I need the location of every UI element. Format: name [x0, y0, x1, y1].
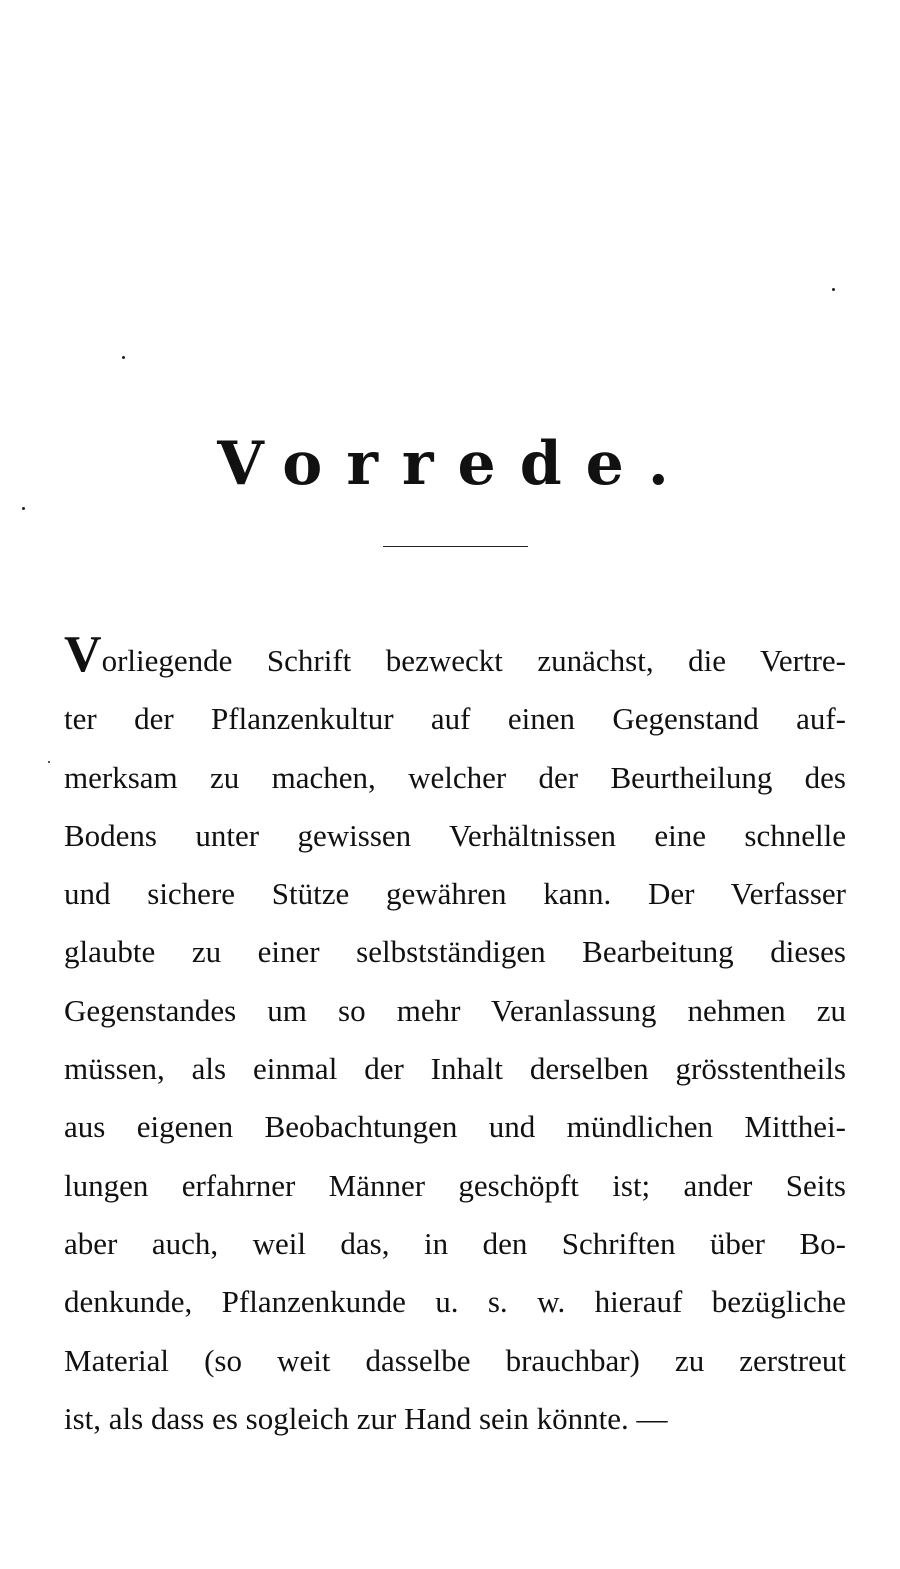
scan-speck — [22, 507, 25, 510]
paragraph-line — [64, 626, 846, 690]
preface-paragraph — [64, 626, 846, 1448]
paragraph-line: aus eigenen Beobachtungen und mündlichen Mitthei- — [64, 1109, 846, 1145]
paragraph-line: Gegenstandes um so mehr Veranlassung nehmen zu — [64, 992, 846, 1028]
scan-speck — [832, 288, 835, 291]
paragraph-line: ter der Pflanzenkultur auf einen Gegenstand auf- — [64, 701, 846, 737]
title-divider — [383, 546, 528, 547]
paragraph-line: müssen, als einmal der Inhalt derselben grösstentheils — [64, 1051, 846, 1087]
paragraph-line: aber auch, weil das, in den Schriften über Bo- — [64, 1225, 846, 1261]
paragraph-line: merksam zu machen, welcher der Beurtheilung des — [64, 759, 846, 795]
paragraph-line: Bodens unter gewissen Verhältnissen eine schnelle — [64, 817, 846, 853]
scan-speck — [48, 761, 50, 763]
paragraph-line: denkunde, Pflanzenkunde u. s. w. hierauf bezügliche — [64, 1284, 846, 1320]
scan-speck — [122, 356, 125, 359]
paragraph-line: Material (so weit dasselbe brauchbar) zu zerstreut — [64, 1342, 846, 1378]
paragraph-line-last: ist, als dass es sogleich zur Hand sein könnte. — — [64, 1400, 668, 1436]
first-line-text: orliegende Schrift bezweckt zunächst, die Vertre- — [101, 643, 846, 678]
paragraph-line: lungen erfahrner Männer geschöpft ist; ander Seits — [64, 1167, 846, 1203]
page-title: Vorrede. — [217, 429, 693, 499]
paragraph-line: glaubte zu einer selbstständigen Bearbeitung dieses — [64, 934, 846, 970]
paragraph-line: und sichere Stütze gewähren kann. Der Verfasser — [64, 876, 846, 912]
drop-cap: V — [64, 626, 102, 683]
